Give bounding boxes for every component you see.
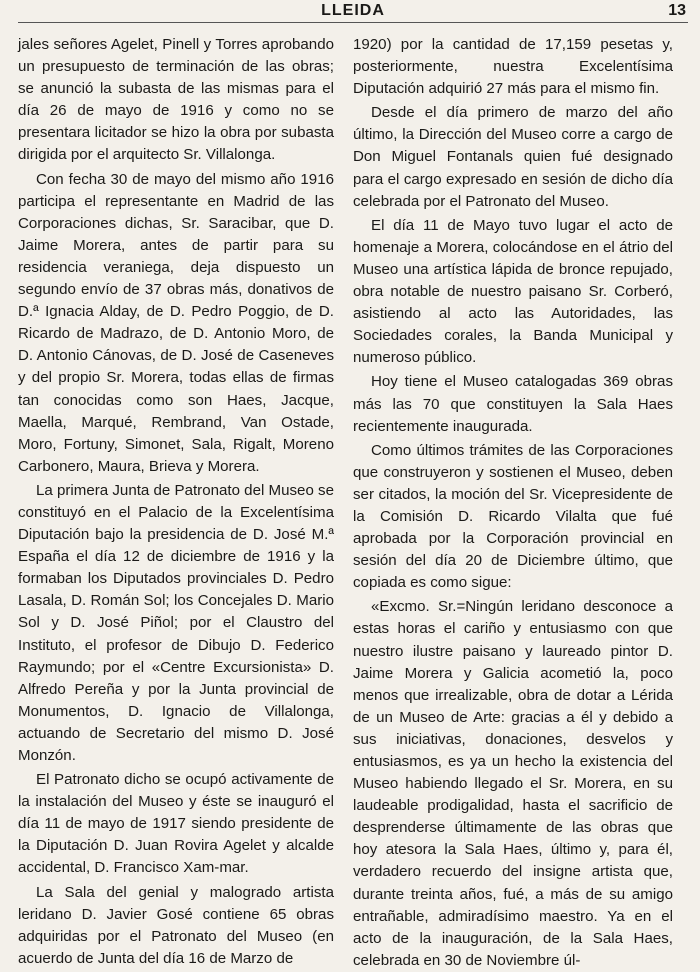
paragraph: Como últimos trámites de las Corporaciones que construyeron y sostienen el Museo, deben ser citados, la moción del Sr. Vicepresidente de la Comisión D. Ricardo Vilalta que fué aprobada por la Corporación provincial en sesión del día 20 de Diciembre último, que copiada es como sigue: — [353, 441, 673, 592]
paragraph: La primera Junta de Patronato del Museo se constituyó en el Palacio de la Excelentísima Diputación bajo la presidencia de D. José M.ª España el día 12 de diciembre de 1916 y la formaban los Diputados provinciales D. Pedro Lasala, D. Román Sol; los Concejales D. Mario Sol y D. José Piñol; por el Claustro del Instituto, el profesor de Dibujo D. Federico Raymundo; por el «Centre Excursionista» D. Alfredo Pereña y por la Junta provincial de Monumentos, D. Ignacio de Villalonga, actuando de Secretario del mismo D. José Monzón. — [18, 481, 334, 764]
right-column — [353, 34, 673, 969]
paragraph: Con fecha 30 de mayo del mismo año 1916 participa el representante en Madrid de las Corporaciones dichas, Sr. Saracibar, que D. Jaime Morera, antes de partir para su residencia veraniega, deja dispuesto un segundo envío de 37 obras más, donativos de D.ª Ignacia Alday, de D. Pedro Poggio, de D. Ricardo de Madrazo, de D. Antonio Moro, de D. Antonio Cánovas, de D. José de Caseneves y del propio Sr. Morera, todas ellas de firmas tan conocidas como son Haes, Jacque, Maella, Marqué, Rembrand, Van Ostade, Moro, Fortuny, Simonet, Sala, Rigalt, Moreno Carbonero, Maura, Brieva y Morera. — [18, 170, 334, 475]
paragraph: Hoy tiene el Museo catalogadas 369 obras más las 70 que constituyen la Sala Haes recientemente inaugurada. — [353, 373, 673, 435]
paragraph: 1920) por la cantidad de 17,159 pesetas y, posteriormente, nuestra Excelentísima Diputación adquirió 27 más para el mismo fin. — [353, 36, 673, 98]
running-title: LLEIDA — [321, 2, 385, 19]
paragraph: El día 11 de Mayo tuvo lugar el acto de homenaje a Morera, colocándose en el átrio del Museo una artística lápida de bronce repujado, obra notable de nuestro paisano Sr. Corberó, asistiendo al acto las Autoridades, las Sociedades corales, la Banda Municipal y numeroso público. — [353, 216, 673, 367]
paragraph: La Sala del genial y malogrado artista leridano D. Javier Gosé contiene 65 obras adquiridas por el Patronato del Museo (en acuerdo de Junta del día 16 de Marzo de — [18, 883, 334, 967]
paragraph: El Patronato dicho se ocupó activamente de la instalación del Museo y éste se inauguró el día 11 de mayo de 1917 siendo presidente de la Diputación D. Juan Rovira Agelet y alcalde accidental, D. Francisco Xam-mar. — [18, 771, 334, 877]
page-number: 13 — [668, 2, 686, 19]
paragraph: «Excmo. Sr.=Ningún leridano desconoce a estas horas el cariño y entusiasmo con que nuestro ilustre paisano y laureado pintor D. Jaime Morera y Galicia acometió la, poco menos que irrealizable, obra de dotar a Lérida de un Museo de Arte: gracias a él y debido a sus iniciativas, donaciones, desvelos y entusiasmos, es ya un hecho la existencia del Museo habiendo llegado el Sr. Morera, en su laudeable prodigalidad, hasta el sacrificio de desprenderse últimamente de las obras que hoy atesora la Sala Haes, último y, para él, verdadero recuerdo del insigne artista que, durante treinta años, fué, a más de su amigo entrañable, admiradísimo maestro. Ya en el acto de la inauguración, de la Sala Haes, celebrada en 30 de Noviembre úl- — [353, 598, 673, 969]
left-column — [18, 34, 334, 967]
paragraph: jales señores Agelet, Pinell y Torres aprobando un presupuesto de terminación de las obras; se anunció la subasta de las mismas para el día 26 de mayo de 1916 y como no se presentara licitador se hizo la obra por subasta dirigida por el arquitecto Sr. Villalonga. — [18, 36, 334, 164]
page-header — [18, 0, 688, 23]
paragraph: Desde el día primero de marzo del año último, la Dirección del Museo corre a cargo de Don Miguel Fontanals quien fué designado para el cargo expresado en sesión de dicho día celebrada por el Patronato del Museo. — [353, 104, 673, 210]
